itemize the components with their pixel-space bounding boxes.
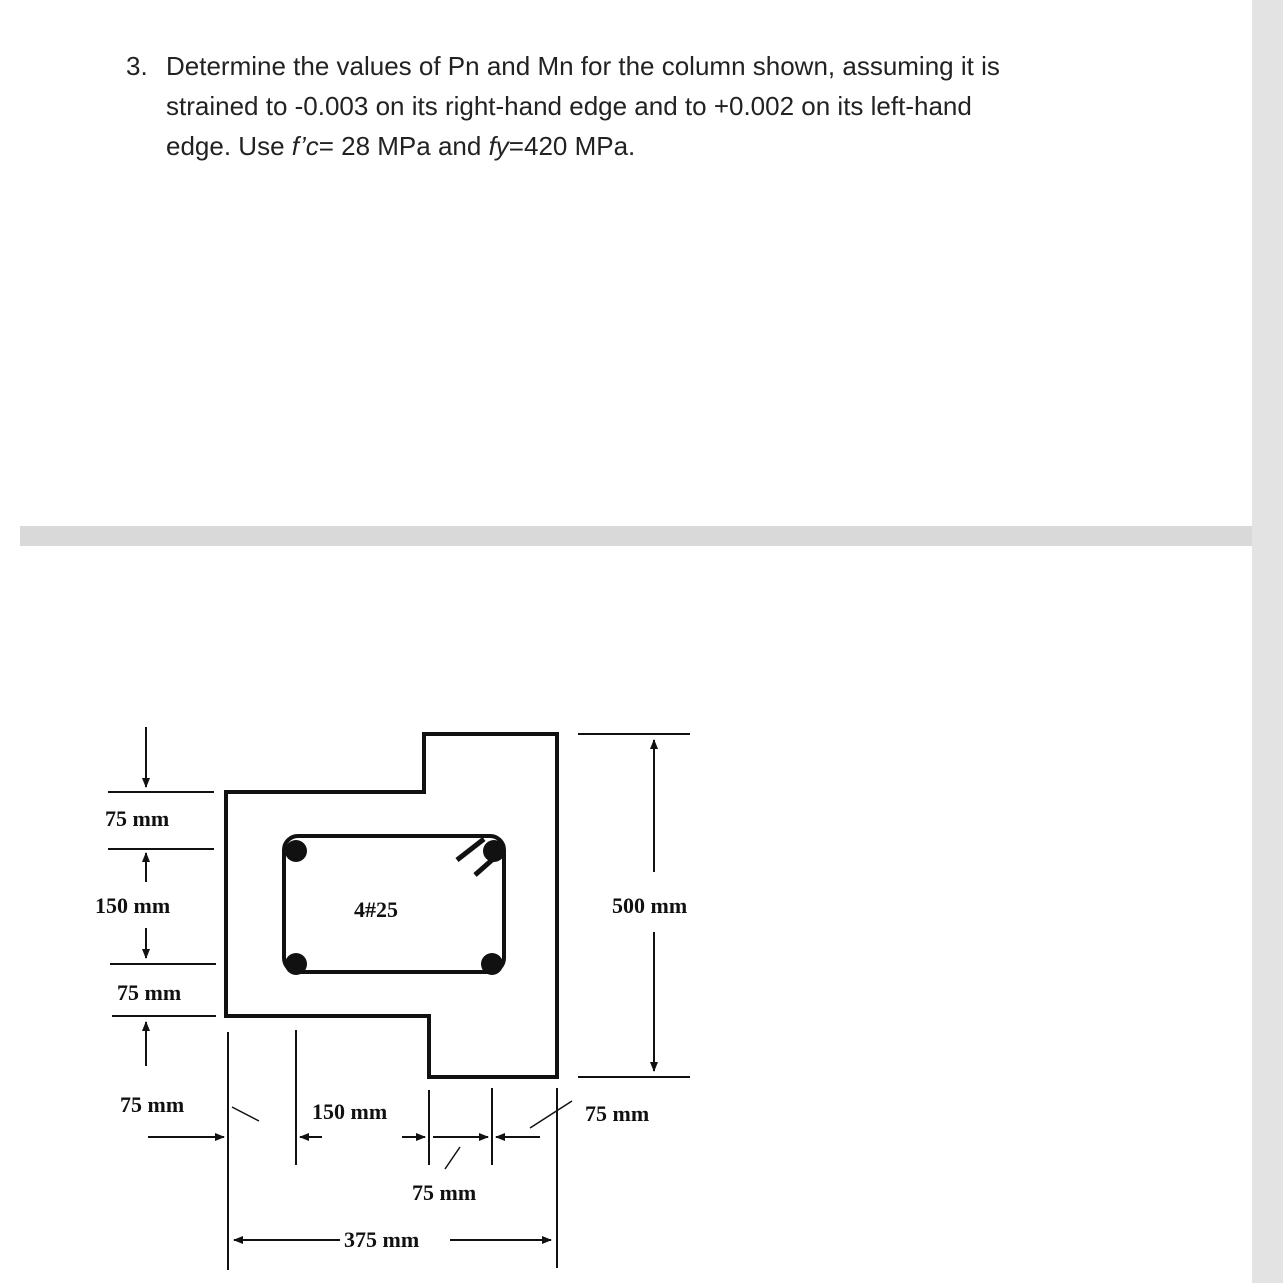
problem-line-1: Determine the values of Pn and Mn for the column shown, assuming it is [166, 51, 1000, 81]
left-dim-middle: 150 mm [95, 893, 171, 918]
column-section-figure [0, 700, 800, 1283]
page-right-margin [1252, 0, 1283, 1283]
problem-line-3 [166, 126, 1086, 166]
rebar-label: 4#25 [354, 897, 398, 922]
bottom-dim-cover-b: 75 mm [585, 1101, 650, 1126]
leader-line [445, 1147, 460, 1169]
left-dim-bottom: 75 mm [117, 980, 182, 1005]
leader-line [530, 1101, 572, 1128]
problem-line-3-prefix: edge. Use [166, 131, 292, 161]
page-break-gap [20, 526, 1252, 546]
bottom-dim-left: 75 mm [120, 1092, 185, 1117]
left-dim-top: 75 mm [105, 806, 170, 831]
height-dim: 500 mm [612, 893, 688, 918]
fy-symbol: fy [488, 131, 509, 161]
rebar-bar [483, 840, 505, 862]
problem-line-2: strained to -0.003 on its right-hand edge and to +0.002 on its left-hand [166, 91, 972, 121]
bottom-dim-cover-a: 75 mm [412, 1180, 477, 1205]
bottom-dim-total: 375 mm [344, 1227, 420, 1252]
rebar-bar [285, 953, 307, 975]
bottom-dim-inner: 150 mm [312, 1099, 388, 1124]
rebar-bar [481, 953, 503, 975]
problem-text [166, 46, 1086, 166]
fc-value: = 28 MPa and [318, 131, 489, 161]
leader-line [232, 1107, 259, 1121]
fc-symbol: f’c [291, 131, 319, 161]
problem-number: 3. [126, 51, 148, 81]
fy-value: =420 MPa. [508, 131, 636, 161]
rebar-bar [285, 840, 307, 862]
